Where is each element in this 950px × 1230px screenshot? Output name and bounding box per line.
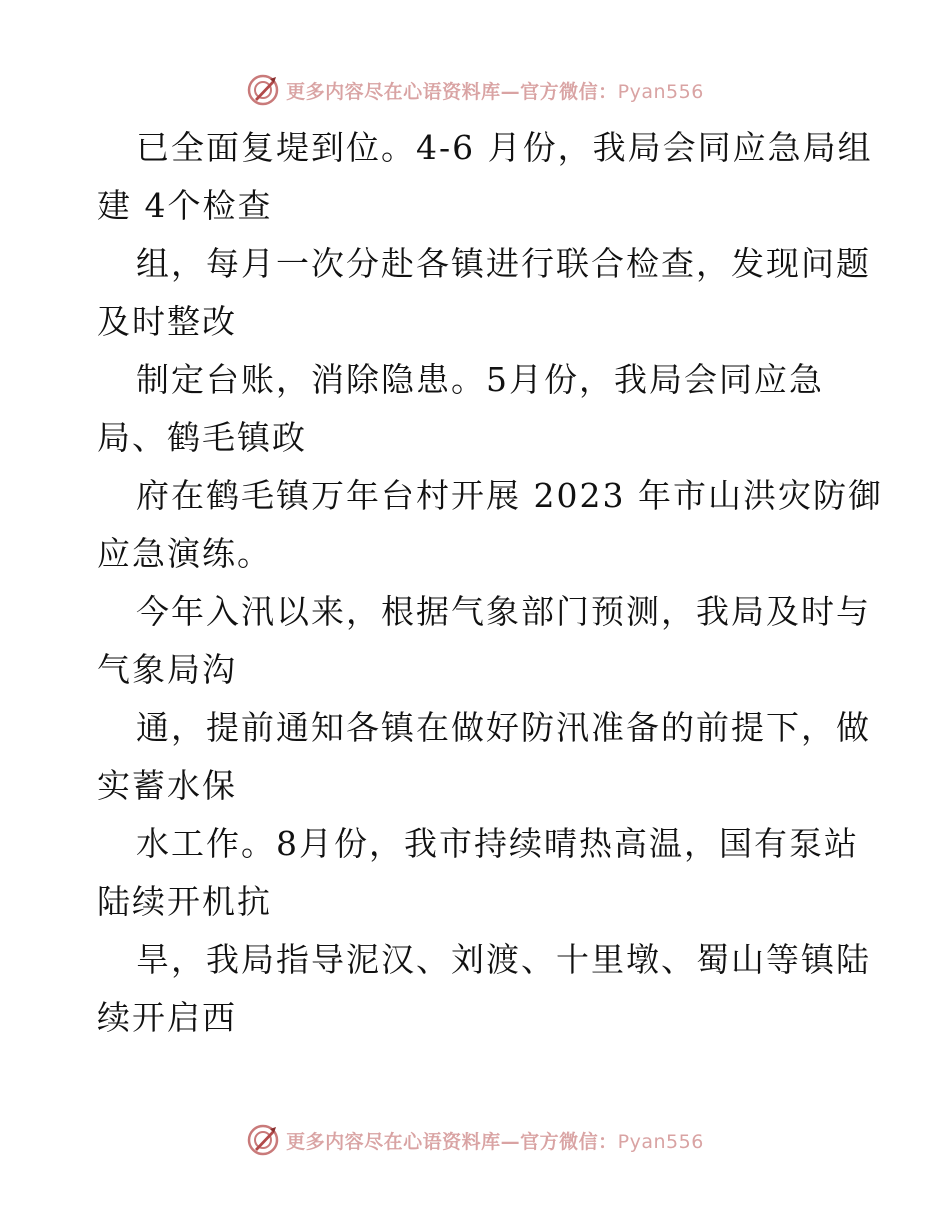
header-watermark — [0, 70, 950, 110]
text-line: 实蓄水保 — [97, 766, 237, 805]
text-line: 建 4个检查 — [97, 186, 273, 225]
text-line: 及时整改 — [97, 302, 237, 341]
text-line: 府在鹤毛镇万年台村开展 2023 年市山洪灾防御 — [136, 476, 883, 515]
text-line: 已全面复堤到位。4-6 月份，我局会同应急局组 — [136, 128, 873, 167]
text-line: 局、鹤毛镇政 — [97, 418, 307, 457]
logo-icon — [246, 1123, 280, 1157]
watermark-text: 更多内容尽在心语资料库—官方微信：Pyan556 — [286, 80, 704, 103]
text-line: 今年入汛以来，根据气象部门预测，我局及时与 — [136, 592, 871, 631]
text-line: 应急演练。 — [97, 534, 272, 573]
text-line: 续开启西 — [97, 998, 237, 1037]
text-line: 通，提前通知各镇在做好防汛准备的前提下，做 — [136, 708, 871, 747]
text-line: 组，每月一次分赴各镇进行联合检查，发现问题 — [136, 244, 871, 283]
footer-watermark — [0, 1120, 950, 1160]
text-line: 水工作。8月份，我市持续晴热高温，国有泵站 — [136, 824, 859, 863]
text-line: 旱，我局指导泥汉、刘渡、十里墩、蜀山等镇陆 — [136, 940, 871, 979]
text-line: 制定台账，消除隐患。5月份，我局会同应急 — [136, 360, 824, 399]
watermark-text: 更多内容尽在心语资料库—官方微信：Pyan556 — [286, 1130, 704, 1153]
logo-icon — [246, 73, 280, 107]
text-line: 陆续开机抗 — [97, 882, 272, 921]
text-line: 气象局沟 — [97, 650, 237, 689]
